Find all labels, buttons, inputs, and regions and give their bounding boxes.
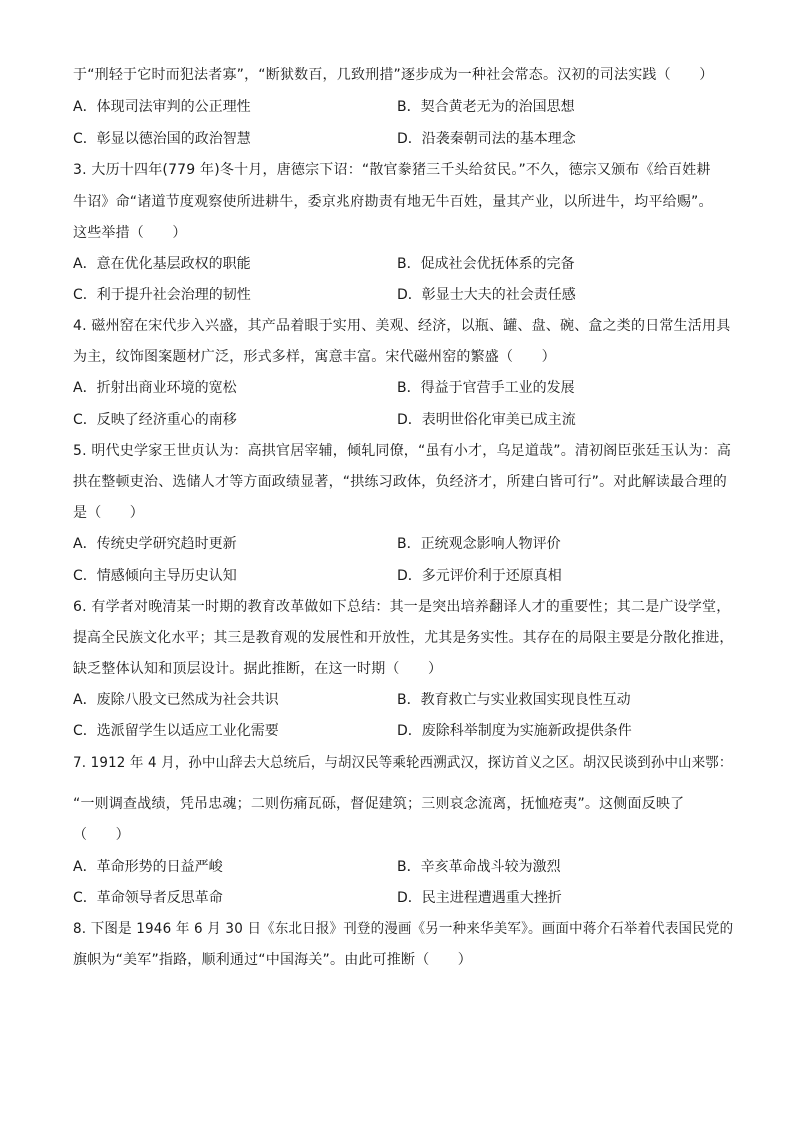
- q6-option-b[interactable]: B．教育救亡与实业救国实现良性互动: [397, 692, 631, 708]
- q5-stem-line-1: 5. 明代史学家王世贞认为：高拱官居宰辅，倾轧同僚，“虽有小才，乌足道哉”。清初阁臣张廷玉认为：高: [73, 443, 732, 459]
- q3-option-d[interactable]: D．彰显士大夫的社会责任感: [397, 287, 576, 303]
- q5-option-b[interactable]: B．正统观念影响人物评价: [397, 536, 561, 552]
- q7-option-b[interactable]: B．辛亥革命战斗较为激烈: [397, 859, 561, 875]
- q6-options-row-1: [73, 690, 733, 710]
- q4-option-d[interactable]: D．表明世俗化审美已成主流: [397, 412, 576, 428]
- q6-option-d[interactable]: D．废除科举制度为实施新政提供条件: [397, 723, 632, 739]
- q7-option-a[interactable]: A．革命形势的日益严峻: [73, 859, 223, 875]
- q8-stem-line-1: 8. 下图是 1946 年 6 月 30 日《东北日报》刊登的漫画《另一种来华美军》。画面中蒋介石举着代表国民党的: [73, 921, 734, 937]
- q5-option-a[interactable]: A．传统史学研究趋时更新: [73, 536, 237, 552]
- q7-stem-line-1: 7. 1912 年 4 月，孙中山辞去大总统后，与胡汉民等乘轮西溯武汉，探访首义之区。胡汉民谈到孙中山来鄂：: [73, 755, 733, 771]
- q2-options-row-1: [73, 97, 733, 117]
- q6-stem-line-1: 6. 有学者对晚清某一时期的教育改革做如下总结：其一是突出培养翻译人才的重要性；其二是广设学堂，: [73, 599, 731, 615]
- q2-option-b[interactable]: B．契合黄老无为的治国思想: [397, 99, 575, 115]
- q7-option-d[interactable]: D．民主进程遭遇重大挫折: [397, 890, 562, 906]
- q2-option-d[interactable]: D．沿袭秦朝司法的基本理念: [397, 131, 576, 147]
- q2-stem-tail: 于“刑轻于它时而犯法者寡”，“断狱数百，几致刑措”逐步成为一种社会常态。汉初的司法实践（ ）: [73, 67, 714, 83]
- q5-stem-line-3: 是（ ）: [73, 505, 144, 521]
- q5-option-d[interactable]: D．多元评价利于还原真相: [397, 568, 562, 584]
- q5-options-row-1: [73, 534, 733, 554]
- q4-option-c[interactable]: C．反映了经济重心的南移: [73, 412, 237, 428]
- q7-stem-line-3: （ ）: [73, 827, 130, 843]
- q4-options-row-1: [73, 378, 733, 398]
- q7-options-row-2: [73, 888, 733, 908]
- q4-stem-line-2: 为主，纹饰图案题材广泛，形式多样，寓意丰富。宋代磁州窑的繁盛（ ）: [73, 349, 556, 365]
- q6-options-row-2: [73, 721, 733, 741]
- q4-option-b[interactable]: B．得益于官营手工业的发展: [397, 380, 575, 396]
- q7-options-row-1: [73, 857, 733, 877]
- q7-stem-line-2: “一则调查战绩，凭吊忠魂；二则伤痛瓦砾，督促建筑；三则哀念流离，抚恤疮夷”。这侧面反映了: [73, 796, 685, 812]
- q3-option-b[interactable]: B．促成社会优抚体系的完备: [397, 256, 575, 272]
- q8-stem-line-2: 旗帜为“美军”指路，顺利通过“中国海关”。由此可推断（ ）: [73, 952, 473, 968]
- q3-option-a[interactable]: A．意在优化基层政权的职能: [73, 256, 251, 272]
- q3-options-row-2: [73, 285, 733, 305]
- q4-option-a[interactable]: A．折射出商业环境的宽松: [73, 380, 237, 396]
- q2-option-c[interactable]: C．彰显以德治国的政治智慧: [73, 131, 251, 147]
- q6-stem-line-2: 提高全民族文化水平；其三是教育观的发展性和开放性，尤其是务实性。其存在的局限主要是分散化推进，: [73, 630, 734, 646]
- q3-stem-line-1: 3. 大历十四年(779 年)冬十月，唐德宗下诏：“散官豢猪三千头给贫民。”不久，德宗又颁布《给百姓耕: [73, 162, 711, 178]
- q3-stem-line-2: 牛诏》命“诸道节度观察使所进耕牛，委京兆府勘责有地无牛百姓，量其产业，以所进牛，均平给赐”。: [73, 194, 713, 210]
- q3-option-c[interactable]: C．利于提升社会治理的韧性: [73, 287, 251, 303]
- q5-option-c[interactable]: C．情感倾向主导历史认知: [73, 568, 237, 584]
- q3-options-row-1: [73, 254, 733, 274]
- q4-options-row-2: [73, 410, 733, 430]
- q6-stem-line-3: 缺乏整体认知和顶层设计。据此推断，在这一时期（ ）: [73, 661, 443, 677]
- q5-options-row-2: [73, 566, 733, 586]
- q4-stem-line-1: 4. 磁州窑在宋代步入兴盛，其产品着眼于实用、美观、经济，以瓶、罐、盘、碗、盒之类的日常生活用具: [73, 318, 731, 334]
- q6-option-c[interactable]: C．选派留学生以适应工业化需要: [73, 723, 279, 739]
- q3-stem-line-3: 这些举措（ ）: [73, 225, 187, 241]
- q2-option-a[interactable]: A．体现司法审判的公正理性: [73, 99, 251, 115]
- q2-options-row-2: [73, 129, 733, 149]
- q7-option-c[interactable]: C．革命领导者反思革命: [73, 890, 223, 906]
- q6-option-a[interactable]: A．废除八股文已然成为社会共识: [73, 692, 279, 708]
- q5-stem-line-2: 拱在整顿吏治、选储人才等方面政绩显著，“拱练习政体，负经济才，所建白皆可行”。对此解读最合理的: [73, 474, 727, 490]
